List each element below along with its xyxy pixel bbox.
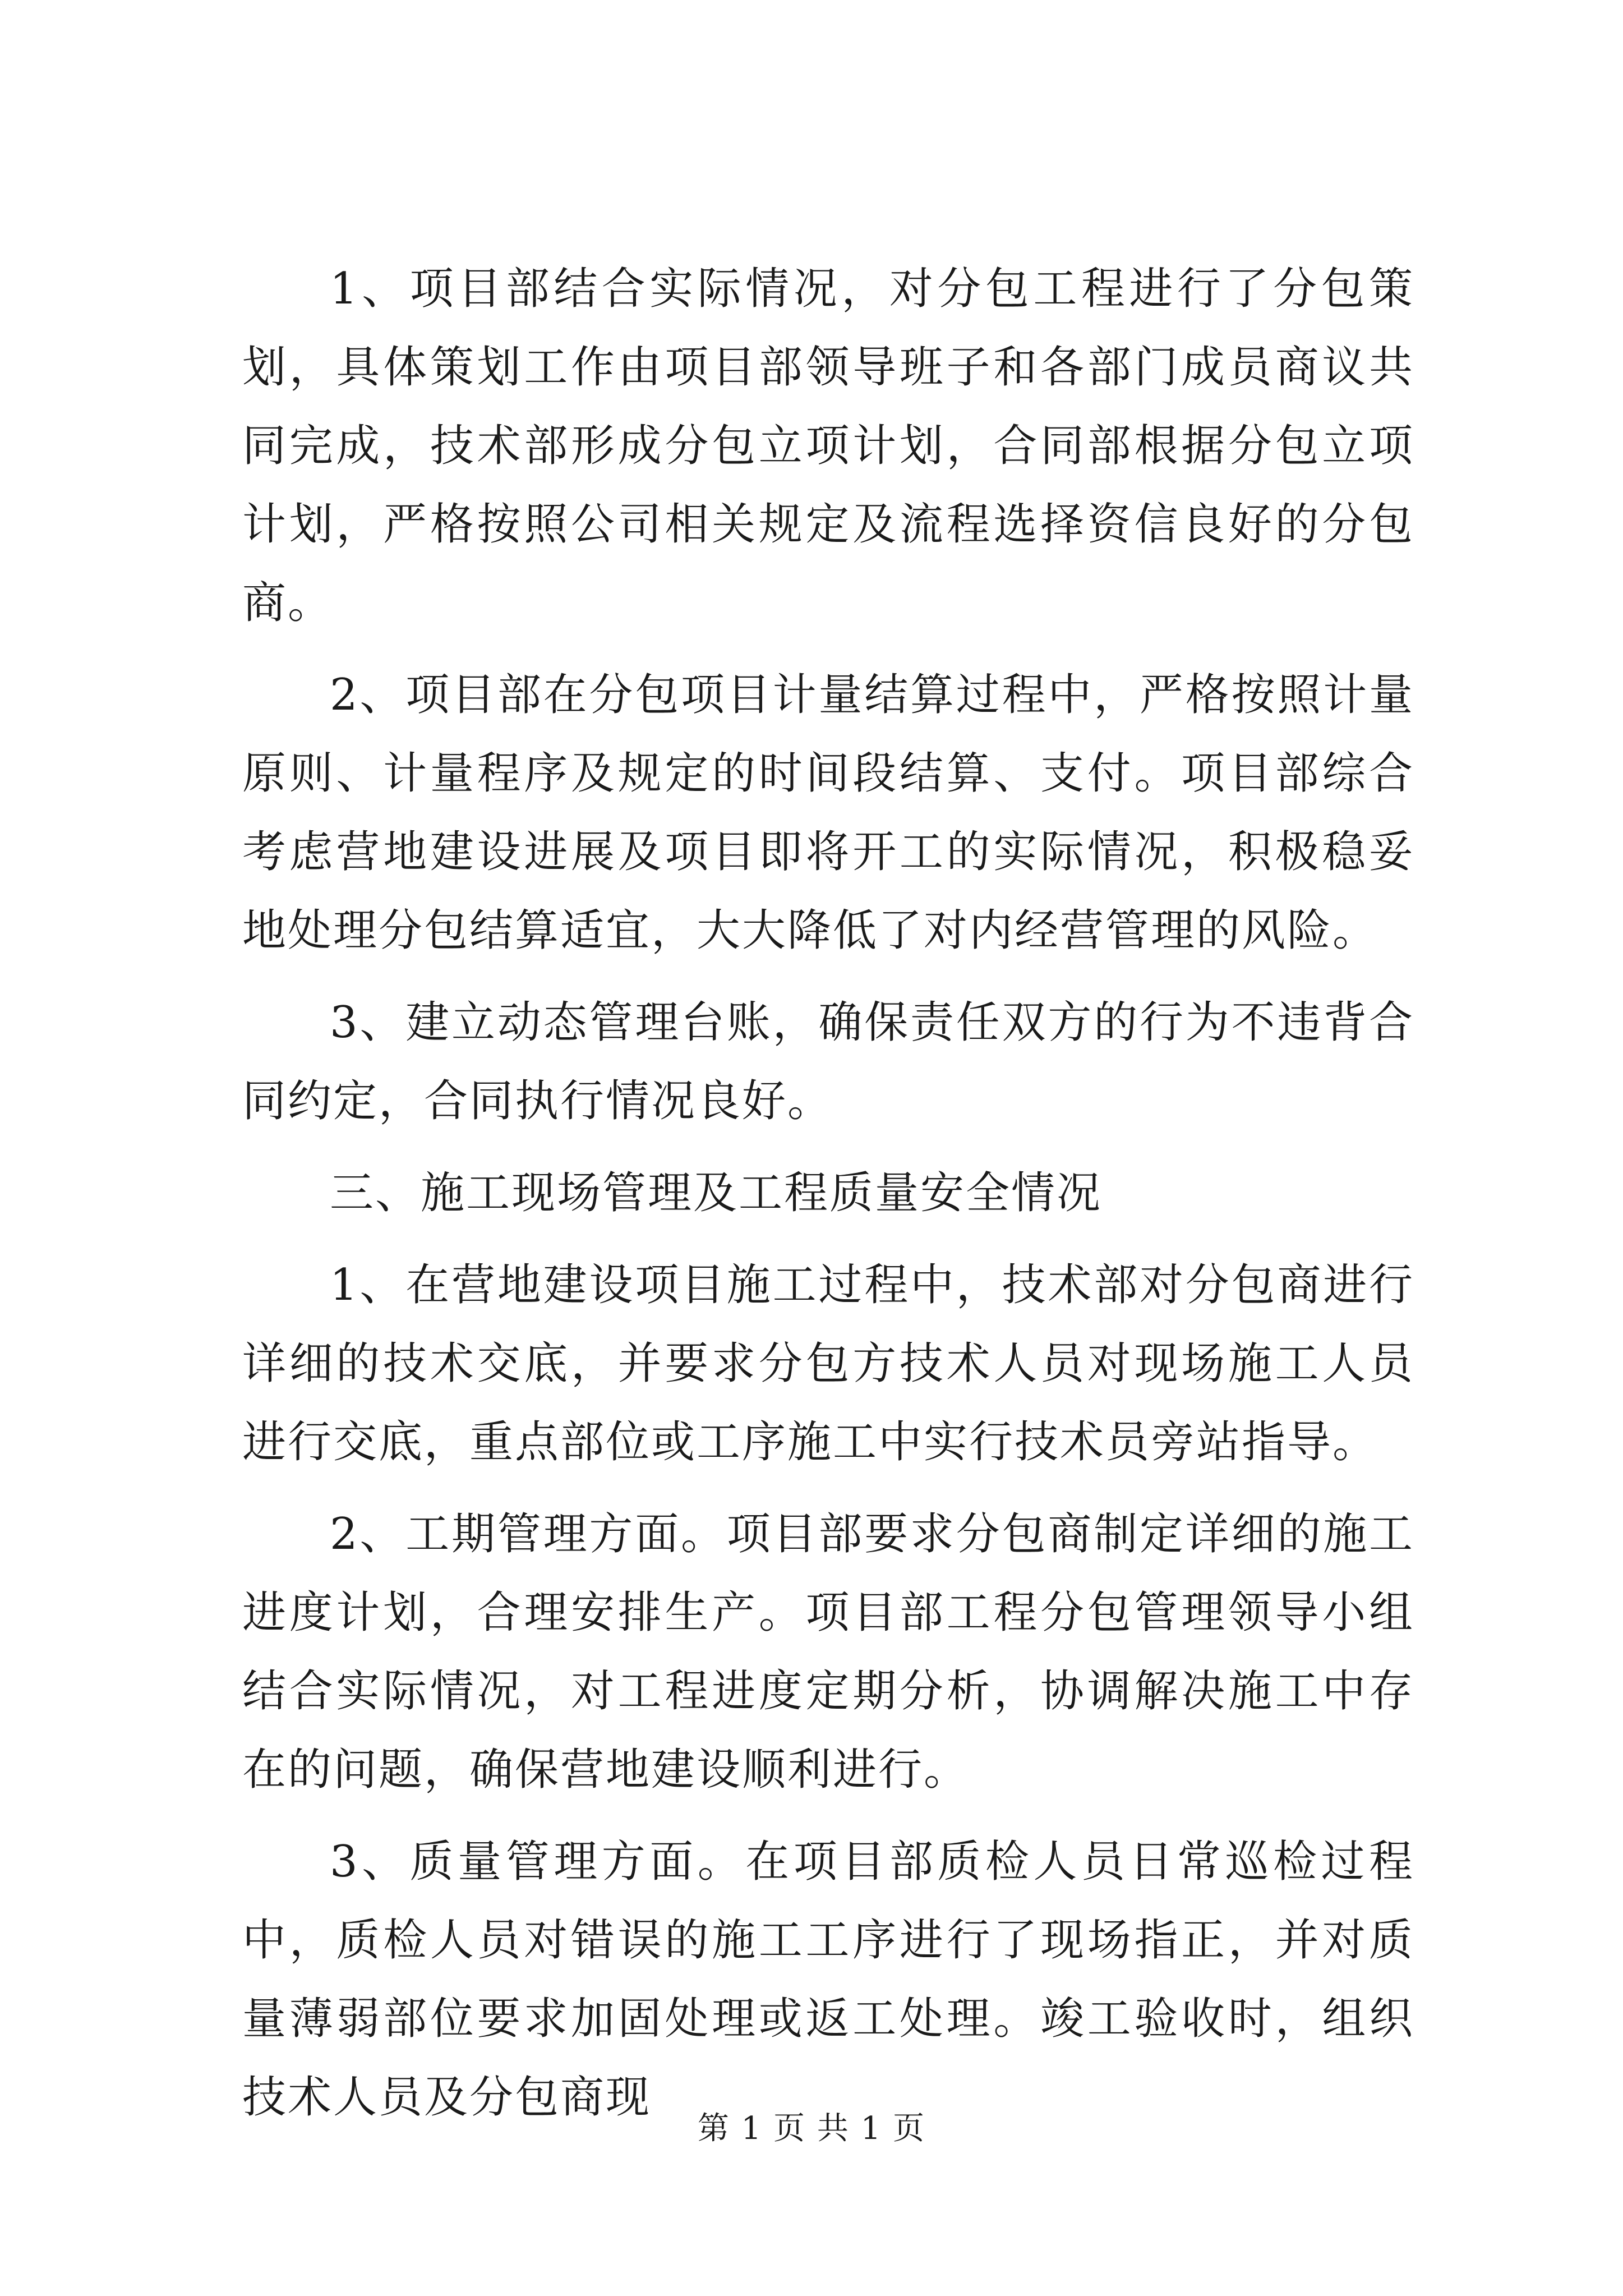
- paragraph-1: 1、项目部结合实际情况，对分包工程进行了分包策划，具体策划工作由项目部领导班子和各部门成员商议共同完成，技术部形成分包立项计划，合同部根据分包立项计划，严格按照公司相关规定及流程选择资信良好的分包商。: [242, 264, 1414, 628]
- paragraph-4: 1、在营地建设项目施工过程中，技术部对分包商进行详细的技术交底，并要求分包方技术人员对现场施工人员进行交底，重点部位或工序施工中实行技术员旁站指导。: [242, 1260, 1414, 1467]
- section-heading: 三、施工现场管理及工程质量安全情况: [330, 1168, 1103, 1218]
- paragraph-5: 2、工期管理方面。项目部要求分包商制定详细的施工进度计划，合理安排生产。项目部工程分包管理领导小组结合实际情况，对工程进度定期分析，协调解决施工中存在的问题，确保营地建设顺利进行。: [242, 1509, 1414, 1795]
- paragraph-2: 2、项目部在分包项目计量结算过程中，严格按照计量原则、计量程序及规定的时间段结算、支付。项目部综合考虑营地建设进展及项目即将开工的实际情况，积极稳妥地处理分包结算适宜，大大降低了对内经营管理的风险。: [242, 670, 1414, 956]
- paragraph-6: 3、质量管理方面。在项目部质检人员日常巡检过程中，质检人员对错误的施工工序进行了现场指正，并对质量薄弱部位要求加固处理或返工处理。竣工验收时，组织技术人员及分包商现: [242, 1837, 1414, 2123]
- page-footer: 第 1 页 共 1 页: [697, 2110, 926, 2147]
- paragraph-3: 3、建立动态管理台账，确保责任双方的行为不违背合同约定，合同执行情况良好。: [242, 997, 1414, 1126]
- document-body: [242, 250, 1414, 2150]
